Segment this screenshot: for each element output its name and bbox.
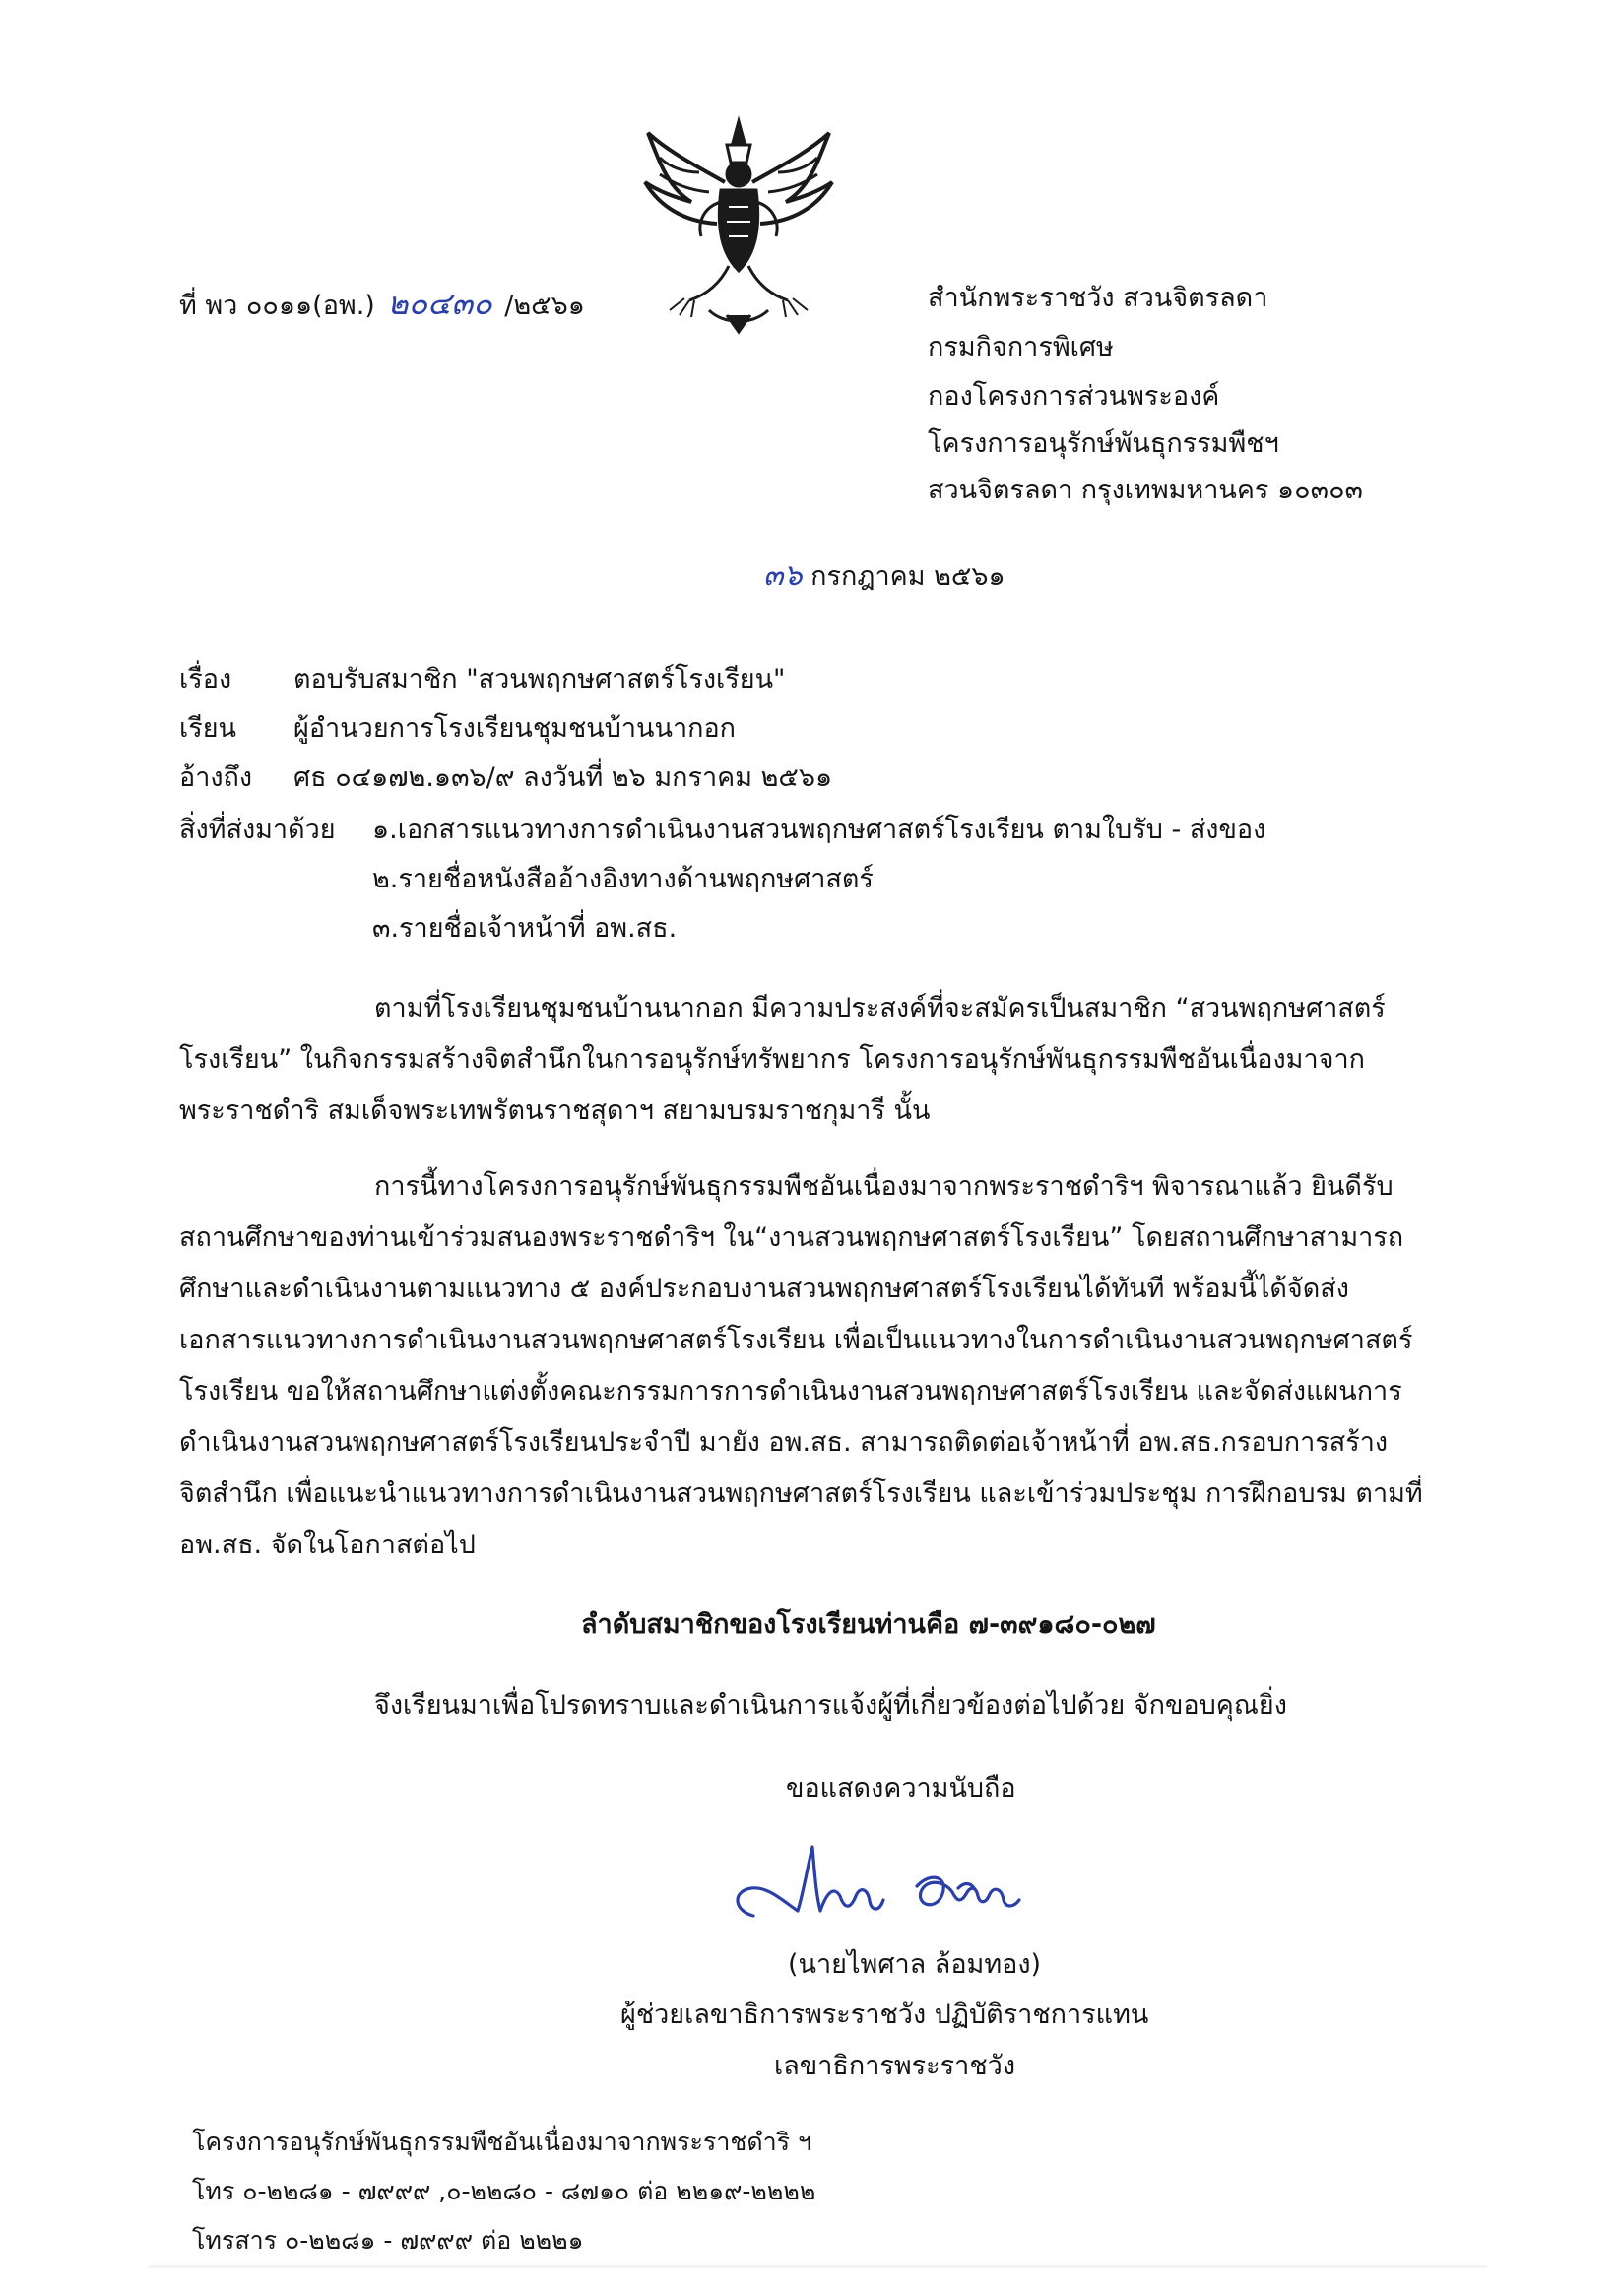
- signatory-position-1: ผู้ช่วยเลขาธิการพระราชวัง ปฏิบัติราชการแทน: [620, 2000, 1149, 2030]
- paragraph-line: อพ.สธ. จัดในโอกาสต่อไป: [179, 1530, 476, 1560]
- paragraph-line: โรงเรียน ขอให้สถานศึกษาแต่งตั้งคณะกรรมการการดำเนินงานสวนพฤกษศาสตร์โรงเรียน และจัดส่งแผนการ: [179, 1376, 1402, 1407]
- date-month-year: กรกฎาคม ๒๕๖๑: [810, 561, 1005, 592]
- reference-handwritten-number: ๒๐๔๓๐: [387, 285, 492, 322]
- footer-line: โทรสาร ๐-๒๒๘๑ - ๗๙๙๙ ต่อ ๒๒๒๑: [192, 2226, 584, 2255]
- reference-value: ศธ ๐๔๑๗๒.๑๓๖/๙ ลงวันที่ ๒๖ มกราคม ๒๕๖๑: [293, 762, 833, 793]
- subject-label: เรื่อง: [179, 664, 232, 694]
- reference-prefix: ที่ พว ๐๐๑๑(อพ.): [179, 291, 375, 321]
- handwritten-signature: [724, 1817, 1078, 1935]
- sender-address-line: กรมกิจการพิเศษ: [928, 332, 1114, 362]
- enclosure-item: ๑.เอกสารแนวทางการดำเนินงานสวนพฤกษศาสตร์โรงเรียน ตามใบรับ - ส่งของ: [372, 815, 1266, 845]
- reference-suffix: /๒๕๖๑: [504, 291, 585, 321]
- enclosure-item: ๒.รายชื่อหนังสืออ้างอิงทางด้านพฤกษศาสตร์: [372, 864, 874, 894]
- sender-address-line: โครงการอนุรักษ์พันธุกรรมพืชฯ: [928, 428, 1279, 459]
- enclosures-label: สิ่งที่ส่งมาด้วย: [179, 815, 336, 845]
- paragraph-line: ดำเนินงานสวนพฤกษศาสตร์โรงเรียนประจำปี มายัง อพ.สธ. สามารถติดต่อเจ้าหน้าที่ อพ.สธ.กรอบการสร้าง: [179, 1427, 1389, 1458]
- paragraph-line: โรงเรียน” ในกิจกรรมสร้างจิตสำนึกในการอนุรักษ์ทรัพยากร โครงการอนุรักษ์พันธุกรรมพืชอันเนื่องมาจาก: [179, 1044, 1365, 1075]
- subject-value: ตอบรับสมาชิก "สวนพฤกษศาสตร์โรงเรียน": [293, 664, 786, 694]
- letter-date: [763, 557, 1005, 597]
- complimentary-close: ขอแสดงความนับถือ: [786, 1773, 1016, 1804]
- sender-address-line: สำนักพระราชวัง สวนจิตรลดา: [928, 283, 1268, 313]
- sender-address-line: กองโครงการส่วนพระองค์: [928, 381, 1220, 412]
- reference-number: [179, 284, 585, 326]
- paragraph-line: สถานศึกษาของท่านเข้าร่วมสนองพระราชดำริฯ ใน“งานสวนพฤกษศาสตร์โรงเรียน” โดยสถานศึกษาสามารถ: [179, 1222, 1404, 1253]
- signatory-name: (นายไพศาล ล้อมทอง): [788, 1949, 1042, 1980]
- addressee-label: เรียน: [179, 713, 237, 744]
- paragraph-line: การนี้ทางโครงการอนุรักษ์พันธุกรรมพืชอันเนื่องมาจากพระราชดำริฯ พิจารณาแล้ว ยินดีรับ: [374, 1171, 1394, 1202]
- paragraph-line: ตามที่โรงเรียนชุมชนบ้านนากอก มีความประสงค์ที่จะสมัครเป็นสมาชิก “สวนพฤกษศาสตร์: [374, 993, 1386, 1023]
- closing-sentence: จึงเรียนมาเพื่อโปรดทราบและดำเนินการแจ้งผู้ที่เกี่ยวข้องต่อไปด้วย จักขอบคุณยิ่ง: [374, 1690, 1287, 1721]
- signature-graphic: [724, 1817, 1078, 1935]
- footer-line: โครงการอนุรักษ์พันธุกรรมพืชอันเนื่องมาจากพระราชดำริ ฯ: [192, 2128, 812, 2156]
- paragraph-line: เอกสารแนวทางการดำเนินงานสวนพฤกษศาสตร์โรงเรียน เพื่อเป็นแนวทางในการดำเนินงานสวนพฤกษศาสตร์: [179, 1325, 1413, 1355]
- sender-address-line: สวนจิตรลดา กรุงเทพมหานคร ๑๐๓๐๓: [928, 475, 1364, 505]
- footer-line: โทร ๐-๒๒๘๑ - ๗๙๙๙ ,๐-๒๒๘๐ - ๘๗๑๐ ต่อ ๒๒๑๙-๒๒๒๒: [192, 2177, 816, 2205]
- reference-label: อ้างถึง: [179, 762, 253, 793]
- date-day-handwritten: ๓๖: [763, 558, 803, 593]
- member-number-line: ลำดับสมาชิกของโรงเรียนท่านคือ ๗-๓๙๑๘๐-๐๒๗: [581, 1609, 1156, 1640]
- page-bottom-edge: [148, 2265, 1487, 2268]
- paragraph-line: ศึกษาและดำเนินงานตามแนวทาง ๕ องค์ประกอบงานสวนพฤกษศาสตร์โรงเรียนได้ทันที พร้อมนี้ได้จัดส่ง: [179, 1274, 1349, 1304]
- paragraph-line: พระราชดำริ สมเด็จพระเทพรัตนราชสุดาฯ สยามบรมราชกุมารี นั้น: [179, 1095, 931, 1126]
- paragraph-line: จิตสำนึก เพื่อแนะนำแนวทางการดำเนินงานสวนพฤกษศาสตร์โรงเรียน และเข้าร่วมประชุม การฝึกอบรม ตามที่: [179, 1478, 1423, 1509]
- garuda-emblem: [630, 113, 847, 335]
- enclosure-item: ๓.รายชื่อเจ้าหน้าที่ อพ.สธ.: [372, 913, 678, 944]
- addressee-value: ผู้อำนวยการโรงเรียนชุมชนบ้านนากอก: [293, 713, 737, 744]
- garuda-emblem-graphic: [630, 113, 847, 335]
- signatory-position-2: เลขาธิการพระราชวัง: [774, 2051, 1016, 2081]
